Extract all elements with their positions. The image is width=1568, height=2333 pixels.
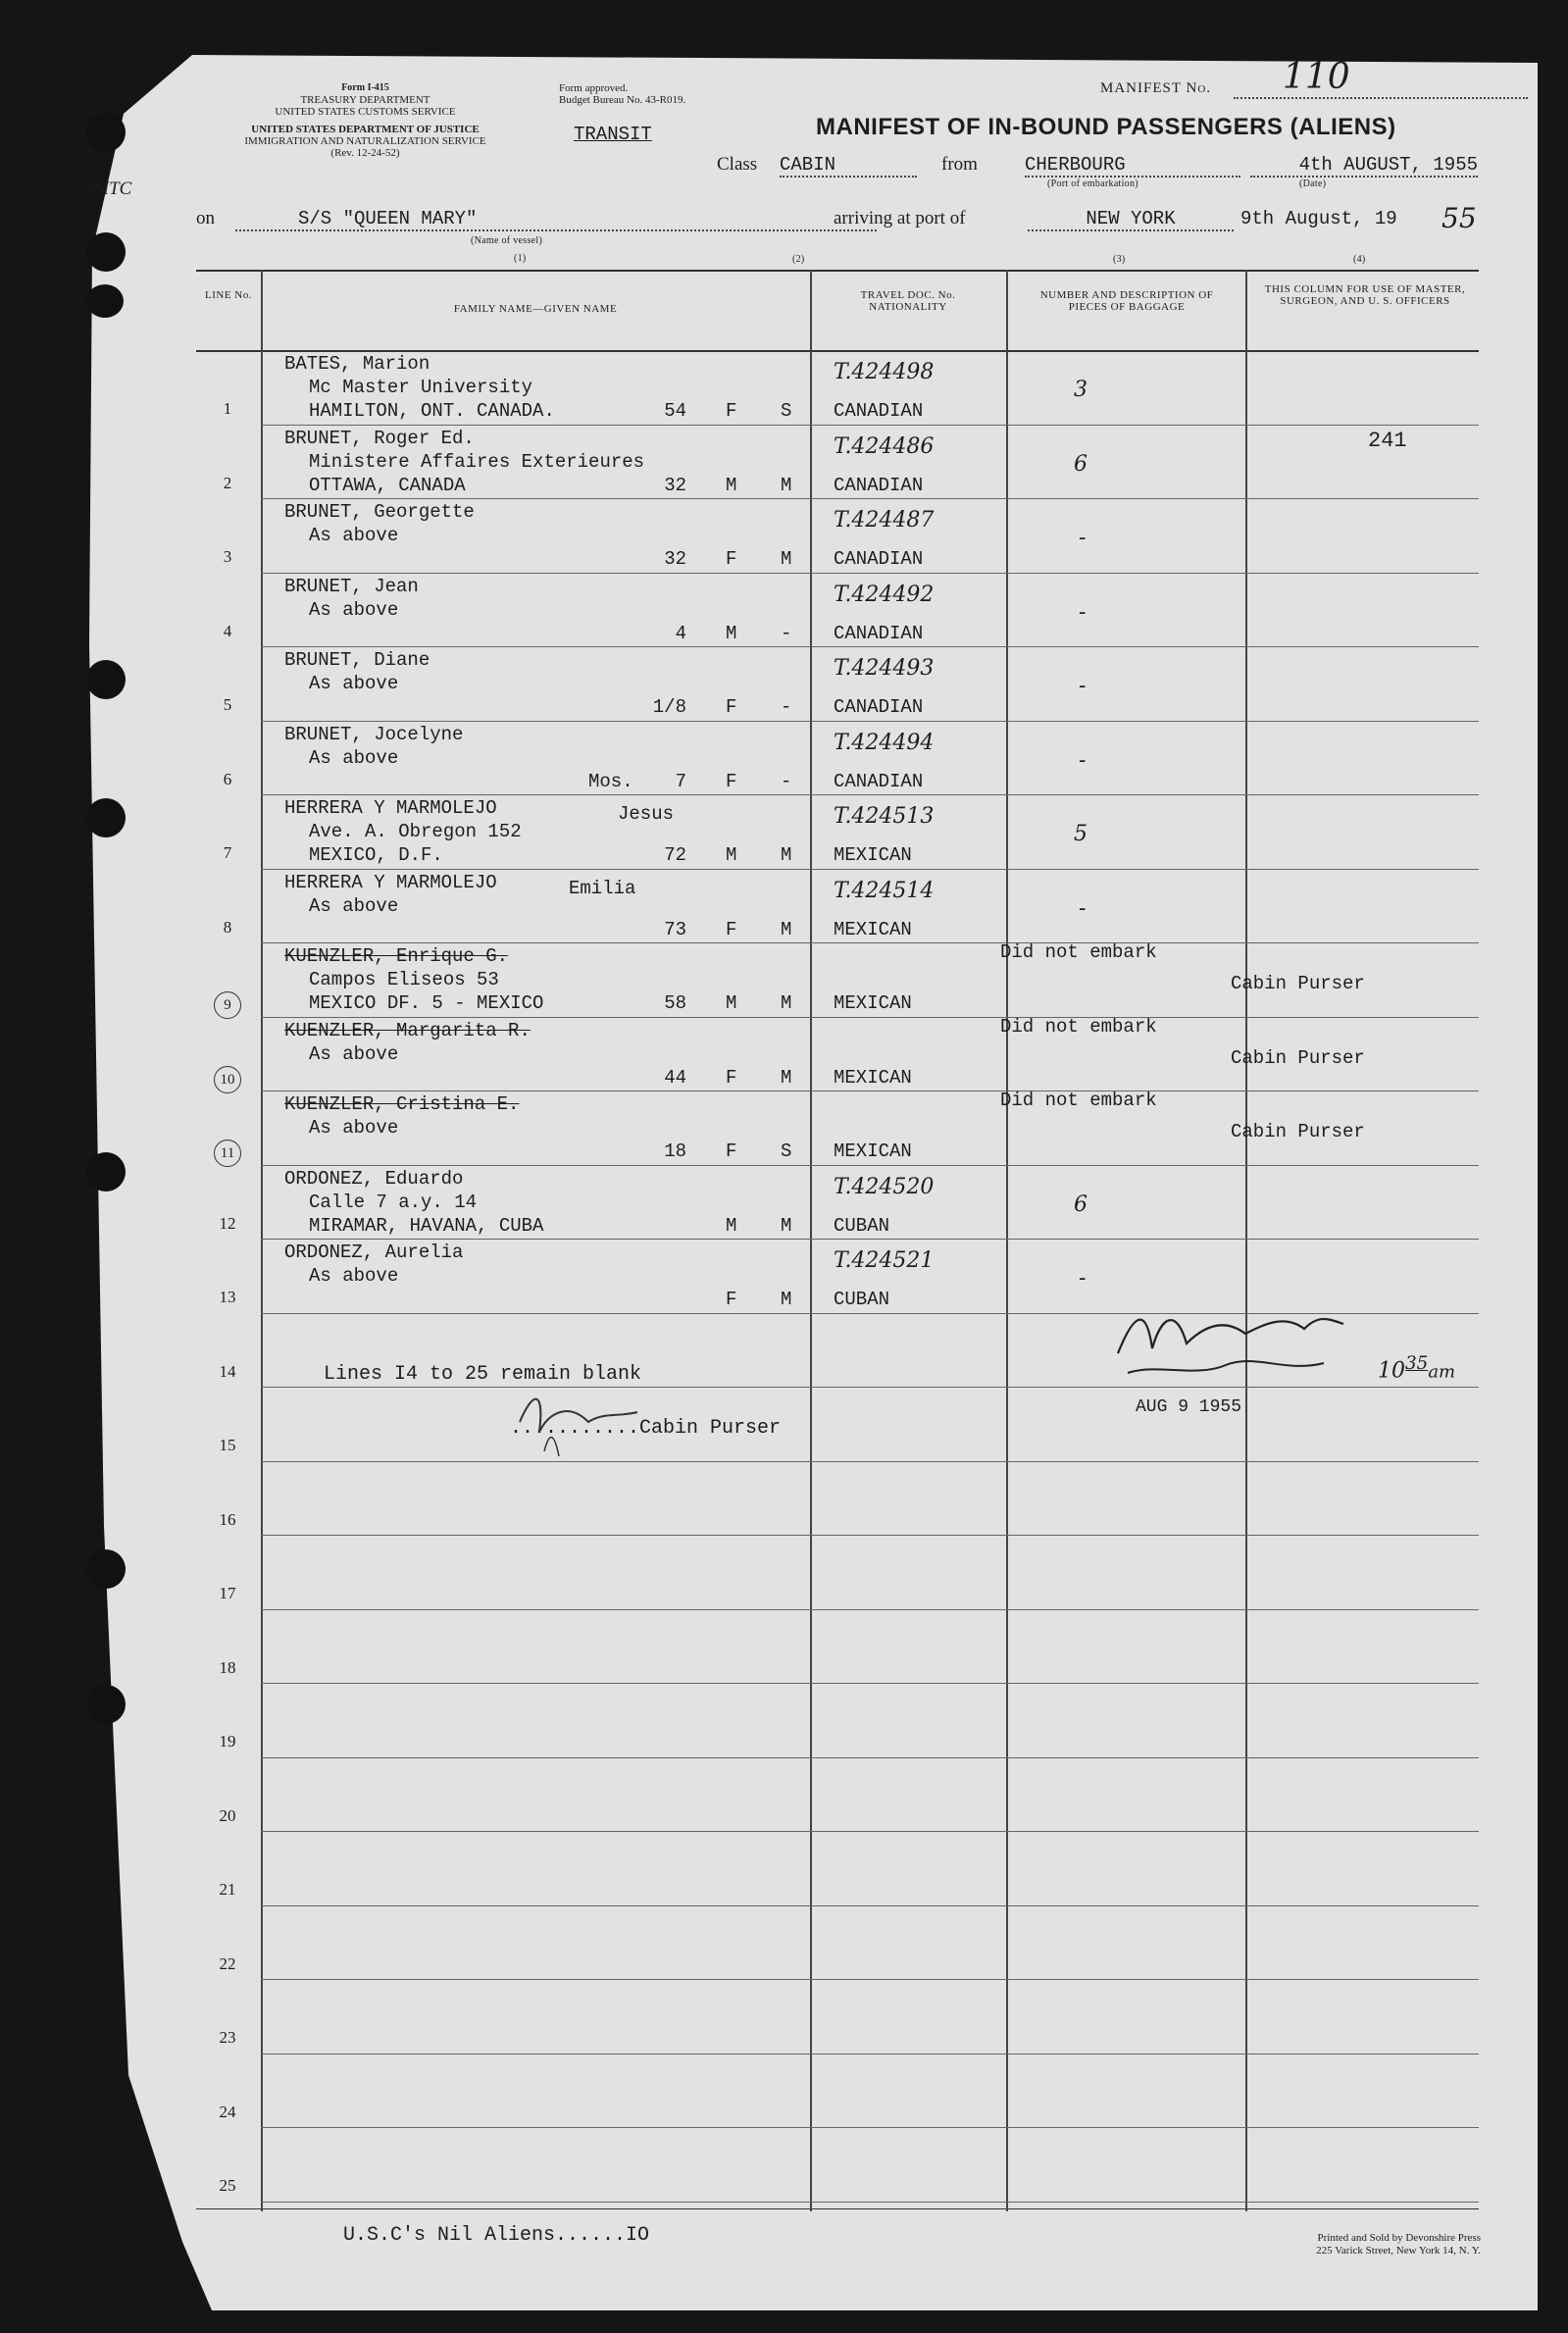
nationality: CUBAN <box>834 1214 890 1237</box>
row-divider <box>261 1535 1479 1536</box>
age: 73 <box>664 918 686 940</box>
marital-status: - <box>781 770 792 792</box>
given-name: Jesus <box>618 803 675 825</box>
address-line-1: Calle 7 a.y. 14 <box>309 1191 478 1213</box>
col-header-officers: THIS COLUMN FOR USE OF MASTER, SURGEON, AND U. S. OFFICERS <box>1264 283 1466 307</box>
passenger-name: BRUNET, Jean <box>284 575 419 597</box>
sex: M <box>726 1214 737 1237</box>
passenger-name: BRUNET, Georgette <box>284 501 475 523</box>
line-number: 17 <box>219 1584 236 1602</box>
line-number: 5 <box>223 695 232 714</box>
sex: M <box>726 844 737 866</box>
line-number: 24 <box>219 2102 236 2121</box>
line-number: 25 <box>219 2176 236 2195</box>
line-number: 18 <box>219 1657 236 1677</box>
vessel-caption: (Name of vessel) <box>471 235 543 246</box>
passenger-name: HERRERA Y MARMOLEJO <box>284 871 497 893</box>
baggage-count: Did not embark <box>1000 1090 1157 1111</box>
row-divider <box>261 869 1479 870</box>
vessel-name: S/S "QUEEN MARY" <box>235 208 877 231</box>
baggage-count: 6 <box>1074 1192 1087 1217</box>
customs-label: UNITED STATES CUSTOMS SERVICE <box>275 106 456 118</box>
binder-hole <box>86 232 126 272</box>
travel-doc-number: T.424493 <box>834 656 935 681</box>
line-number: 3 <box>223 547 232 566</box>
address-line-2: HAMILTON, ONT. CANADA. <box>309 400 555 422</box>
line-number: 12 <box>219 1213 236 1233</box>
travel-doc-number: T.424486 <box>834 433 935 459</box>
nationality: CANADIAN <box>834 696 924 718</box>
col-num-4: (4) <box>1353 254 1366 265</box>
blank-note-signature-label: Cabin Purser <box>639 1417 782 1440</box>
age: 7 <box>675 770 686 792</box>
class-value: CABIN <box>780 154 917 178</box>
sex: F <box>726 1141 737 1162</box>
age: 18 <box>664 1141 686 1162</box>
line-number: 19 <box>219 1732 236 1750</box>
sex: M <box>726 992 737 1014</box>
age: 32 <box>664 548 686 570</box>
passenger-name: KUENZLER, Margarita R. <box>284 1019 531 1041</box>
line-number: 9 <box>214 991 241 1019</box>
col-num-2: (2) <box>792 254 805 265</box>
address-line-1: As above <box>309 1117 399 1139</box>
row-divider <box>261 498 1479 499</box>
age: 44 <box>664 1066 686 1089</box>
row-divider <box>261 1609 1479 1610</box>
row-divider <box>261 1831 1479 1832</box>
line-number: 2 <box>223 473 232 492</box>
passenger-name: KUENZLER, Enrique G. <box>284 945 509 967</box>
line-number: 21 <box>219 1880 236 1899</box>
row-divider <box>261 646 1479 647</box>
budget-block <box>559 82 685 106</box>
binder-hole <box>86 284 124 318</box>
row-divider <box>261 1683 1479 1684</box>
manifest-number-label: MANIFEST No. <box>1100 80 1212 96</box>
row-divider <box>261 1905 1479 1906</box>
printer-line-2: 225 Varick Street, New York 14, N. Y. <box>1316 2245 1481 2257</box>
marital-status: - <box>781 696 792 718</box>
arriving-label: arriving at port of <box>834 208 966 228</box>
officer-note: 241 <box>1368 428 1407 453</box>
marital-status: M <box>781 548 792 570</box>
travel-doc-number: T.424514 <box>834 878 935 903</box>
sex: M <box>726 622 737 644</box>
nationality: CANADIAN <box>834 548 924 570</box>
purser-signature-bottom <box>510 1383 647 1461</box>
address-line-1: As above <box>309 1042 399 1065</box>
col-header-line: LINE No. <box>205 289 252 301</box>
vessel-caption-no: (1) <box>514 253 527 264</box>
address-line-2: MIRAMAR, HAVANA, CUBA <box>309 1214 544 1237</box>
travel-doc-number: T.424487 <box>834 508 935 533</box>
marital-status: M <box>781 474 792 496</box>
marital-status: M <box>781 1066 792 1089</box>
sex: F <box>726 918 737 940</box>
class-label: Class <box>717 154 758 175</box>
baggage-count: - <box>1079 1266 1087 1291</box>
passenger-name: ORDONEZ, Aurelia <box>284 1242 464 1263</box>
date-caption: (Date) <box>1299 178 1327 189</box>
on-label: on <box>196 208 215 228</box>
passenger-name: BRUNET, Diane <box>284 649 430 671</box>
line-number: 11 <box>214 1140 241 1167</box>
line-number: 4 <box>223 621 232 640</box>
line-number: 13 <box>219 1288 236 1306</box>
blank-lines-note: Lines I4 to 25 remain blank <box>324 1363 642 1386</box>
inspection-stamp-date: AUG 9 1955 <box>1136 1397 1242 1417</box>
transit-label: TRANSIT <box>574 124 652 145</box>
row-divider <box>261 1165 1479 1166</box>
form-approved: Form approved. <box>559 82 629 94</box>
travel-doc-number: T.424521 <box>834 1248 935 1273</box>
given-name: Emilia <box>569 877 636 899</box>
nationality: CANADIAN <box>834 474 924 496</box>
row-divider <box>261 942 1479 943</box>
passenger-name: KUENZLER, Cristina E. <box>284 1093 520 1115</box>
address-line-2: MEXICO DF. 5 - MEXICO <box>309 992 544 1014</box>
line-number: 6 <box>223 769 232 788</box>
col-header-baggage: NUMBER AND DESCRIPTION OF PIECES OF BAGGAGE <box>1039 289 1214 313</box>
marital-status: M <box>781 844 792 866</box>
line-number: 1 <box>223 399 232 418</box>
line-number: 7 <box>223 843 232 862</box>
baggage-count: - <box>1079 599 1087 625</box>
time-minute: 35 <box>1405 1353 1429 1374</box>
marital-status: S <box>781 400 792 422</box>
revision-label: (Rev. 12-24-52) <box>330 147 400 159</box>
row-divider <box>261 2127 1479 2128</box>
passenger-name: ORDONEZ, Eduardo <box>284 1167 464 1190</box>
marital-status: M <box>781 992 792 1014</box>
passenger-name: BRUNET, Jocelyne <box>284 723 464 745</box>
nationality: CANADIAN <box>834 622 924 644</box>
nationality: CANADIAN <box>834 770 924 792</box>
row-divider <box>261 1239 1479 1240</box>
baggage-count: 6 <box>1074 451 1087 477</box>
col-header-travel-doc: TRAVEL DOC. No. NATIONALITY <box>860 289 956 313</box>
passenger-table <box>196 254 1479 2211</box>
sex: F <box>726 1066 737 1089</box>
departure-date: 4th AUGUST, 1955 <box>1250 154 1478 178</box>
budget-bureau: Budget Bureau No. 43-R019. <box>559 94 686 106</box>
officer-signature <box>1108 1294 1363 1383</box>
row-divider <box>261 794 1479 795</box>
age: 58 <box>664 992 686 1014</box>
address-line-1: As above <box>309 598 399 621</box>
binder-hole <box>86 798 126 837</box>
binder-hole <box>86 660 126 699</box>
age: 54 <box>664 400 686 422</box>
passenger-name: HERRERA Y MARMOLEJO <box>284 797 497 819</box>
address-line-1: As above <box>309 746 399 769</box>
baggage-count: Did not embark <box>1000 1015 1157 1038</box>
blank-note-signature: ...........Cabin Purser <box>510 1417 782 1440</box>
form-agency-block <box>191 82 539 159</box>
binder-hole <box>86 1549 126 1589</box>
manifest-number: 110 <box>1234 57 1528 99</box>
passenger-name: BRUNET, Roger Ed. <box>284 427 475 449</box>
nationality: MEXICAN <box>834 992 912 1014</box>
marital-status: S <box>781 1141 792 1162</box>
marital-status: M <box>781 1289 792 1310</box>
purser-note: Cabin Purser <box>1231 1121 1365 1142</box>
row-divider <box>261 1090 1479 1091</box>
port-embark-caption: (Port of embarkation) <box>1047 178 1138 189</box>
line-number: 20 <box>219 1805 236 1825</box>
baggage-count: - <box>1079 895 1087 921</box>
travel-doc-number: T.424492 <box>834 582 935 607</box>
margin-note: /MTC <box>88 178 132 199</box>
address-line-1: As above <box>309 525 399 546</box>
immigration-label: IMMIGRATION AND NATURALIZATION SERVICE <box>244 135 486 147</box>
row-divider <box>261 721 1479 722</box>
address-line-1: As above <box>309 894 399 917</box>
row-divider <box>261 1979 1479 1980</box>
inspection-time <box>1378 1353 1455 1383</box>
address-line-2: Mos. <box>588 770 633 792</box>
marital-status: M <box>781 1214 792 1237</box>
address-line-2: OTTAWA, CANADA <box>309 474 466 496</box>
page-title: MANIFEST OF IN-BOUND PASSENGERS (ALIENS) <box>816 114 1396 140</box>
sex: F <box>726 1289 737 1310</box>
row-divider <box>261 1461 1479 1462</box>
line-number: 16 <box>219 1509 236 1529</box>
line-number: 15 <box>219 1436 236 1454</box>
arrival-port: NEW YORK <box>1028 208 1234 231</box>
nationality: MEXICAN <box>834 844 912 866</box>
passenger-name: BATES, Marion <box>284 353 430 375</box>
line-number: 14 <box>219 1361 236 1381</box>
baggage-count: - <box>1079 747 1087 773</box>
purser-note: Cabin Purser <box>1231 973 1365 994</box>
travel-doc-number: T.424513 <box>834 804 935 829</box>
line-number: 10 <box>214 1066 241 1093</box>
sex: F <box>726 548 737 570</box>
nationality: CANADIAN <box>834 400 924 422</box>
row-divider <box>261 1387 1479 1388</box>
printer-credit <box>1177 2232 1481 2257</box>
age: 72 <box>664 844 686 866</box>
nationality: MEXICAN <box>834 918 912 940</box>
marital-status: M <box>781 918 792 940</box>
from-value: CHERBOURG <box>1025 154 1240 178</box>
nationality: CUBAN <box>834 1289 890 1310</box>
travel-doc-number: T.424494 <box>834 730 935 755</box>
baggage-count: Did not embark <box>1000 941 1157 963</box>
printer-line-1: Printed and Sold by Devonshire Press <box>1317 2232 1481 2244</box>
address-line-1: Campos Eliseos 53 <box>309 969 499 990</box>
nationality: MEXICAN <box>834 1141 912 1162</box>
binder-hole <box>86 1685 126 1724</box>
form-number: Form I-415 <box>341 82 389 93</box>
marital-status: - <box>781 622 792 644</box>
arrival-date: 9th August, 19 <box>1240 208 1397 229</box>
baggage-count: - <box>1079 674 1087 698</box>
treasury-label: TREASURY DEPARTMENT <box>300 94 430 106</box>
sex: F <box>726 400 737 422</box>
time-hour: 10 <box>1378 1358 1405 1384</box>
baggage-count: 3 <box>1074 378 1087 402</box>
arrival-year: 55 <box>1442 202 1477 234</box>
row-divider <box>261 2202 1479 2203</box>
line-number: 8 <box>223 917 232 937</box>
baggage-count: 5 <box>1074 822 1087 846</box>
col-num-3: (3) <box>1113 254 1126 265</box>
row-divider <box>261 425 1479 426</box>
sex: F <box>726 770 737 792</box>
purser-note: Cabin Purser <box>1231 1046 1365 1069</box>
address-line-1: As above <box>309 673 399 694</box>
address-line-1: Ave. A. Obregon 152 <box>309 821 522 842</box>
address-line-1: Mc Master University <box>309 377 533 398</box>
from-label: from <box>941 154 978 175</box>
justice-label: UNITED STATES DEPARTMENT OF JUSTICE <box>251 124 480 135</box>
travel-doc-number: T.424520 <box>834 1174 935 1199</box>
col-header-name: FAMILY NAME—GIVEN NAME <box>453 303 618 315</box>
sex: M <box>726 474 737 496</box>
time-unit: am <box>1428 1361 1456 1383</box>
address-line-1: Ministere Affaires Exterieures <box>309 450 645 473</box>
row-divider <box>261 1757 1479 1758</box>
age: 32 <box>664 474 686 496</box>
binder-hole <box>86 1152 126 1192</box>
age: 1/8 <box>652 696 686 718</box>
footer-summary: U.S.C's Nil Aliens......IO <box>343 2224 650 2247</box>
travel-doc-number: T.424498 <box>834 360 935 384</box>
row-divider <box>261 573 1479 574</box>
address-line-1: As above <box>309 1265 399 1287</box>
line-number: 22 <box>219 1953 236 1973</box>
binder-hole <box>86 113 126 152</box>
address-line-2: MEXICO, D.F. <box>309 844 443 866</box>
nationality: MEXICAN <box>834 1066 912 1089</box>
line-number: 23 <box>219 2028 236 2047</box>
baggage-count: - <box>1079 526 1087 550</box>
age: 4 <box>675 622 686 644</box>
sex: F <box>726 696 737 718</box>
row-divider <box>261 1017 1479 1018</box>
